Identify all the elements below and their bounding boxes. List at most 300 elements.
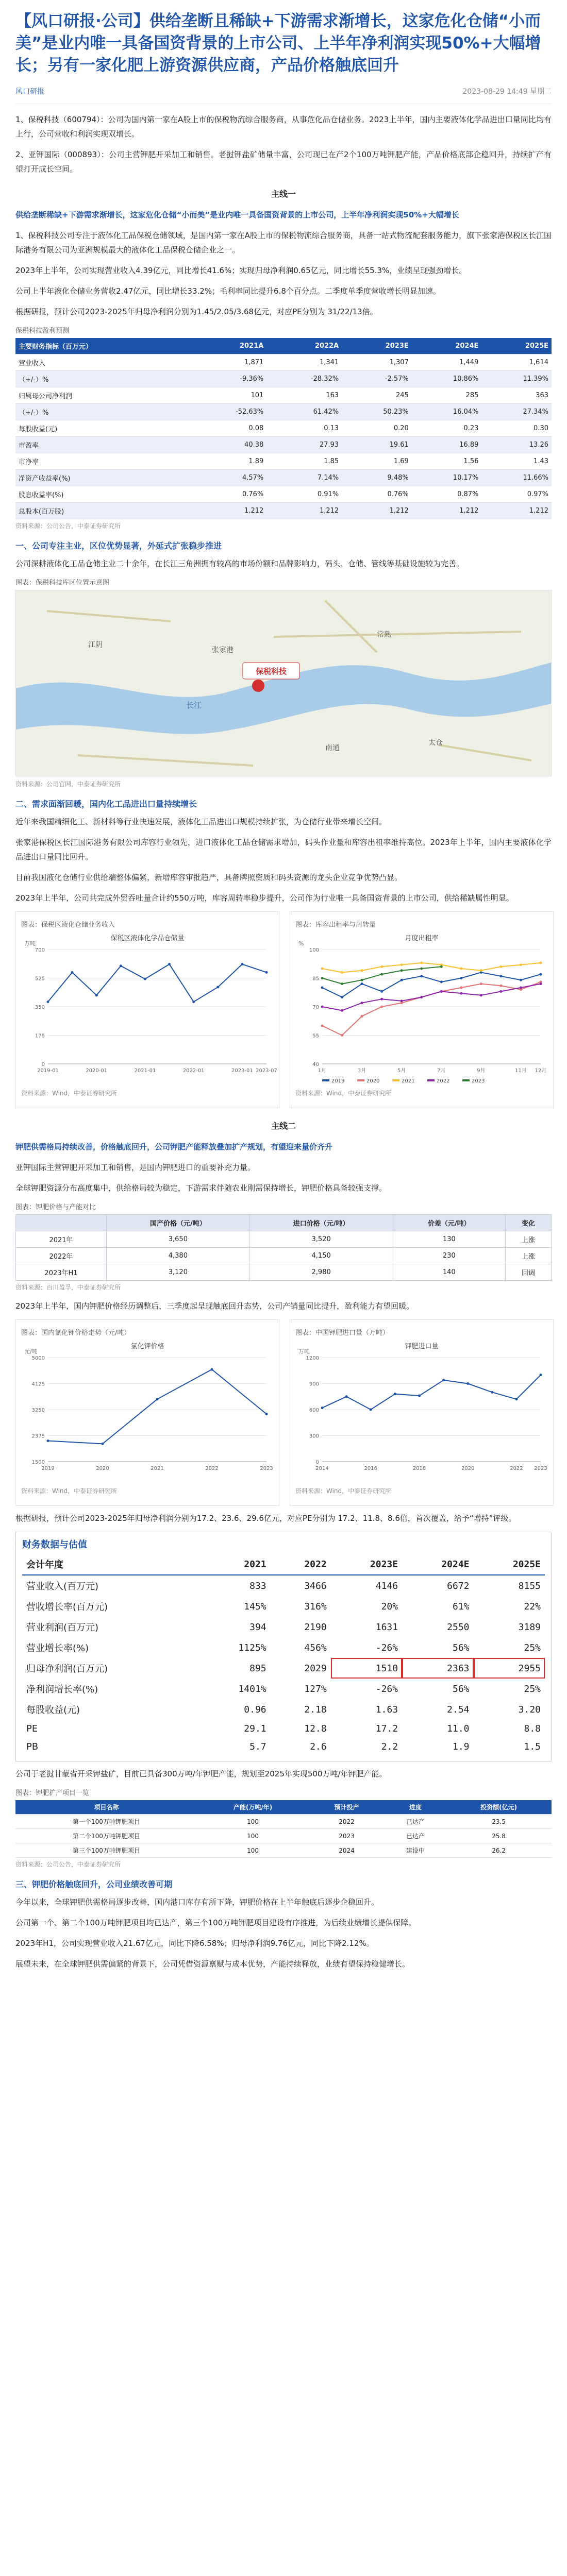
- table-cell: 3,520: [249, 1231, 393, 1248]
- column-header: 2022: [271, 1554, 331, 1575]
- table-cell: 股息收益率(%): [15, 486, 191, 503]
- y-tick-label: 700: [35, 947, 45, 953]
- data-point: [520, 987, 522, 989]
- table-cell: 1,212: [342, 503, 412, 519]
- table-cell: 895: [249, 1663, 266, 1674]
- y-tick-label: 5000: [31, 1355, 45, 1361]
- y-tick-label: 40: [312, 1062, 319, 1067]
- data-point: [156, 1398, 159, 1400]
- x-tick-label: 2021: [151, 1466, 164, 1471]
- charts-row-1: [15, 911, 552, 1108]
- table-row: [22, 1617, 545, 1637]
- table-cell: 2.18: [304, 1704, 327, 1715]
- para-company: 公司深耕液体化工品仓储主业二十余年，在长江三角洲拥有较高的市场份额和品牌影响力，码头、仓储、管线等基础设施较为完善。: [15, 559, 464, 568]
- data-point: [47, 1439, 49, 1442]
- table-cell: 26.2: [446, 1843, 552, 1858]
- table-row: [16, 1231, 552, 1248]
- table-cell: 1,341: [266, 354, 342, 371]
- table-cell: 0.76%: [191, 486, 266, 503]
- table-cell: 9.48%: [342, 470, 412, 486]
- location-pin-icon: [252, 680, 264, 692]
- table-cell: 5.7: [249, 1741, 266, 1752]
- data-point: [520, 963, 522, 966]
- series-line: [48, 1369, 266, 1444]
- article-source[interactable]: 风口研报: [15, 88, 44, 96]
- table-cell: 23.5: [446, 1815, 552, 1829]
- data-point: [216, 986, 219, 988]
- x-tick-label: 2023-07: [256, 1068, 277, 1074]
- y-tick-label: 600: [309, 1408, 319, 1413]
- data-point: [420, 996, 423, 998]
- data-point: [401, 963, 403, 966]
- data-point: [102, 1443, 104, 1445]
- table-cell: 2023年H1: [16, 1264, 107, 1281]
- table-cell: 0.91%: [266, 486, 342, 503]
- para-demand-2: 张家港保税区长江国际港务有限公司库容行业领先，进口液体化工品仓储需求增加，码头作业量和库容出租率维持高位。2023年上半年，国内主要液体化学品进出口量同比回升。: [15, 838, 552, 861]
- table-cell: 7.14%: [266, 470, 342, 486]
- table-cell: 13.26: [481, 437, 552, 453]
- column-header: 变化: [505, 1215, 551, 1231]
- table-row: [15, 1815, 552, 1829]
- data-point: [380, 1006, 383, 1008]
- table-cell: 2023: [308, 1829, 385, 1843]
- table-cell: 316%: [304, 1601, 327, 1612]
- chart-1-caption: 图表：保税区液化仓储业务收入: [21, 921, 115, 929]
- section-1-headline: 供给垄断稀缺+下游需求渐增长，这家危化仓储“小而美”是业内唯一具备国资背景的上市公司，上半年净利润实现50%+大幅增长: [15, 210, 459, 219]
- y-tick-label: 525: [35, 976, 45, 982]
- section-1-para-1: 1、保税科技公司专注于液体化工品保税仓储领域，是国内第一家在A股上市的保税物流综合服务商，具备一站式物流配套服务能力，旗下张家港保税区长江国际港务有限公司为亚洲规模最大的液体化工品保税仓储企业之一。: [15, 231, 552, 255]
- column-header: 进度: [385, 1800, 446, 1815]
- article-meta: [15, 86, 552, 104]
- table-cell: 1.56: [412, 453, 482, 470]
- table-cell: 29.1: [244, 1723, 266, 1734]
- data-point: [168, 963, 171, 965]
- chart-1-note: 资料来源：Wind，中泰证券研究所: [21, 1090, 118, 1097]
- table-cell: 市盈率: [15, 437, 191, 453]
- financial-forecast-table: [15, 338, 552, 519]
- table-cell: 0.20: [342, 420, 412, 437]
- data-point: [440, 990, 443, 993]
- table-cell: 2029: [304, 1663, 327, 1674]
- table-cell: 145%: [244, 1601, 266, 1612]
- table-cell: 101: [191, 387, 266, 404]
- data-point: [380, 965, 383, 968]
- table-cell: 0.13: [266, 420, 342, 437]
- data-point: [361, 1002, 363, 1004]
- column-header: [16, 1215, 107, 1231]
- chart-2-note: 资料来源：Wind，中泰证券研究所: [295, 1090, 392, 1097]
- legend-swatch: [357, 1079, 364, 1081]
- data-point: [401, 999, 403, 1002]
- table-cell: 20%: [381, 1601, 398, 1612]
- table-cell: 1,307: [342, 354, 412, 371]
- table-cell: 3466: [304, 1580, 327, 1591]
- data-point: [480, 994, 482, 996]
- table-cell: 1,212: [266, 503, 342, 519]
- table-cell: 3,650: [106, 1231, 249, 1248]
- table-cell: 1,212: [191, 503, 266, 519]
- data-point: [95, 994, 98, 996]
- data-point: [265, 971, 268, 974]
- chart-3-caption: 图表：国内氯化钾价格走势（元/吨）: [21, 1329, 131, 1337]
- x-tick-label: 11月: [515, 1068, 527, 1074]
- para-outlook-4: 展望未来，在全球钾肥供需偏紧的背景下，公司凭借资源禀赋与成本优势，产能持续释放，业绩有望保持稳健增长。: [15, 1959, 410, 1969]
- table-row: [22, 1575, 545, 1596]
- column-header: 价差（元/吨）: [393, 1215, 505, 1231]
- table-cell: 40.38: [191, 437, 266, 453]
- column-header: 预计投产: [308, 1800, 385, 1815]
- table-row: [22, 1596, 545, 1617]
- table-cell: （+/-）%: [15, 371, 191, 387]
- data-point: [341, 1009, 343, 1012]
- chart-1-box: [15, 911, 279, 1108]
- x-tick-label: 2020: [96, 1466, 109, 1471]
- column-header: 2023E: [331, 1554, 402, 1575]
- table-header-row: [15, 338, 552, 354]
- table-cell: 0.97%: [481, 486, 552, 503]
- y-tick-label: 85: [312, 976, 319, 982]
- y-axis-label: 元/吨: [24, 1348, 38, 1355]
- table-cell: 每股收益(元): [26, 1705, 80, 1716]
- table-cell: 11.39%: [481, 371, 552, 387]
- map-label-place-3: 常熟: [377, 631, 391, 639]
- data-point: [540, 973, 542, 976]
- data-point: [442, 1379, 445, 1381]
- table-cell: 19.61: [342, 437, 412, 453]
- data-point: [120, 964, 122, 967]
- table-cell: 17.2: [375, 1723, 398, 1734]
- table-cell: 营收增长率(百万元): [26, 1602, 108, 1613]
- data-point: [361, 969, 363, 972]
- table-cell: 56%: [453, 1642, 470, 1653]
- table-cell: 8.8: [524, 1723, 541, 1734]
- table-cell: -9.36%: [191, 371, 266, 387]
- legend-label: 2020: [366, 1078, 380, 1084]
- table-cell: -28.32%: [266, 371, 342, 387]
- data-point: [540, 982, 542, 985]
- table-cell: 833: [249, 1580, 266, 1591]
- data-point: [460, 977, 462, 979]
- data-point: [71, 971, 74, 974]
- data-point: [460, 987, 462, 989]
- project-table-note: 资料来源：公司公告，中泰证券研究所: [15, 1861, 121, 1868]
- table-cell: 3.20: [518, 1704, 541, 1715]
- table-row: [15, 371, 552, 387]
- map-caption: 图表：保税科技库区位置示意图: [15, 579, 110, 587]
- chart-title: 钾肥进口量: [405, 1343, 439, 1350]
- table-cell: 总股本(百万股): [15, 503, 191, 519]
- table-cell: 已达产: [385, 1829, 446, 1843]
- data-point: [341, 996, 343, 998]
- para-demand-1: 近年来我国精细化工、新材料等行业快速发展，液体化工品进出口规模持续扩张，为仓储行业带来增长空间。: [15, 817, 387, 826]
- table-cell: 营业利润(百万元): [26, 1622, 99, 1633]
- table-cell: 净利润增长率(%): [26, 1684, 98, 1695]
- x-tick-label: 2018: [412, 1466, 426, 1471]
- table-row: [15, 1829, 552, 1843]
- table-cell: 140: [393, 1264, 505, 1281]
- table-row: [15, 354, 552, 371]
- y-tick-label: 1500: [31, 1460, 45, 1465]
- table-cell: 61.42%: [266, 404, 342, 420]
- data-point: [361, 982, 363, 985]
- table-cell: 10.86%: [412, 371, 482, 387]
- x-tick-label: 5月: [397, 1068, 406, 1074]
- table-row: [15, 503, 552, 519]
- para-demand-3: 目前我国液化仓储行业供给端整体偏紧，新增库容审批趋严，具备牌照资质和码头资源的龙头企业竞争优势凸显。: [15, 873, 403, 882]
- column-header: 国产价格（元/吨）: [106, 1215, 249, 1231]
- table-cell: 245: [342, 387, 412, 404]
- x-tick-label: 7月: [437, 1068, 446, 1074]
- data-point: [211, 1368, 213, 1371]
- para-price-1: 2023年上半年，国内钾肥价格经历调整后，三季度起呈现触底回升态势，公司产销量同比提升，盈利能力有望回暖。: [15, 1301, 414, 1311]
- legend-label: 2022: [437, 1078, 450, 1084]
- data-point: [460, 968, 462, 970]
- data-point: [480, 969, 482, 972]
- table-cell: 1.85: [266, 453, 342, 470]
- x-tick-label: 2019-01: [37, 1068, 59, 1074]
- table-cell: 10.17%: [412, 470, 482, 486]
- chart-4-box: [290, 1319, 554, 1506]
- data-point: [499, 990, 502, 993]
- table-cell: 2,980: [249, 1264, 393, 1281]
- table-row: [22, 1637, 545, 1658]
- valuation-table-box: [15, 1532, 552, 1761]
- y-tick-label: 350: [35, 1005, 45, 1010]
- column-header: 项目名称: [15, 1800, 197, 1815]
- data-point: [418, 1395, 421, 1397]
- x-tick-label: 2016: [364, 1466, 377, 1471]
- y-tick-label: 4125: [31, 1381, 45, 1387]
- table-cell: 每股收益(元): [15, 420, 191, 437]
- table-cell: 建设中: [385, 1843, 446, 1858]
- table-cell: 100: [197, 1843, 309, 1858]
- data-point: [361, 979, 363, 981]
- y-axis-label: %: [298, 940, 304, 947]
- y-tick-label: 55: [312, 1033, 319, 1039]
- table-cell: 12.8: [304, 1723, 327, 1734]
- data-point: [192, 1001, 195, 1003]
- table-cell: 0.87%: [412, 486, 482, 503]
- section-1-para-3: 公司上半年液化仓储业务营收2.47亿元，同比增长33.2%；毛利率同比提升6.8个百分点。二季度单季度营收增长明显加速。: [15, 286, 441, 296]
- chart-4-caption: 图表：中国钾肥进口量（万吨）: [295, 1329, 390, 1337]
- table-cell: 2955: [474, 1658, 545, 1679]
- data-point: [420, 975, 423, 977]
- table-cell: 2022年: [16, 1248, 107, 1264]
- table-cell: 56%: [453, 1683, 470, 1694]
- chart-2-box: [290, 911, 554, 1108]
- table-row: [22, 1679, 545, 1699]
- table-cell: 285: [412, 387, 482, 404]
- x-tick-label: 9月: [477, 1068, 486, 1074]
- table-row: [15, 437, 552, 453]
- table-cell: 6672: [447, 1580, 470, 1591]
- table-cell: 163: [266, 387, 342, 404]
- data-point: [341, 971, 343, 974]
- chart-title: 保税区液体化学品仓储量: [110, 935, 185, 942]
- table-cell: 25%: [524, 1683, 541, 1694]
- price-table: [15, 1214, 552, 1281]
- table-cell: （+/-）%: [15, 404, 191, 420]
- data-point: [144, 978, 146, 980]
- table-cell: 2.54: [447, 1704, 470, 1715]
- legend-swatch: [427, 1079, 435, 1081]
- data-point: [440, 965, 443, 968]
- column-header: 2023E: [342, 338, 412, 354]
- fin-table-note: 资料来源：公司公告，中泰证券研究所: [15, 522, 121, 530]
- table-cell: 0.96: [244, 1704, 266, 1715]
- data-point: [370, 1409, 372, 1411]
- section-title-1: 主线一: [271, 189, 296, 199]
- table-cell: 1125%: [238, 1642, 266, 1653]
- data-point: [321, 977, 324, 979]
- x-tick-label: 2020-01: [86, 1068, 108, 1074]
- y-tick-label: 175: [35, 1033, 45, 1039]
- data-point: [341, 1034, 343, 1037]
- map-label-company: 保税科技: [255, 667, 287, 676]
- para-forecast: 根据研报，预计公司2023-2025年归母净利润分别为17.2、23.6、29.6亿元，对应PE分别为 17.2、11.8、8.6倍，首次覆盖，给予“增持”评级。: [15, 1514, 516, 1523]
- x-tick-label: 2022: [510, 1466, 523, 1471]
- table-row: [22, 1720, 545, 1738]
- table-cell: -52.63%: [191, 404, 266, 420]
- data-point: [499, 985, 502, 987]
- map-note: 资料来源：公司官网，中泰证券研究所: [15, 781, 121, 788]
- y-axis-label: 万吨: [298, 1348, 310, 1355]
- data-point: [499, 965, 502, 968]
- data-point: [466, 1382, 469, 1385]
- table-cell: 8155: [518, 1580, 541, 1591]
- data-point: [380, 973, 383, 976]
- table-cell: 营业增长率(%): [26, 1643, 89, 1654]
- map-label-place-5: 江阴: [88, 641, 103, 649]
- table-cell: -2.57%: [342, 371, 412, 387]
- table-row: [16, 1248, 552, 1264]
- x-tick-label: 2022: [205, 1466, 219, 1471]
- table-cell: 1.5: [524, 1741, 541, 1752]
- map-label-river: 长江: [186, 701, 202, 710]
- series-line: [322, 972, 541, 997]
- table-cell: 50.23%: [342, 404, 412, 420]
- legend-swatch: [322, 1079, 329, 1081]
- section-2-headline: 钾肥供需格局持续改善，价格触底回升，公司钾肥产能释放叠加扩产规划，有望迎来量价齐升: [15, 1142, 333, 1151]
- column-header: 进口价格（元/吨）: [249, 1215, 393, 1231]
- table-cell: 1510: [331, 1658, 402, 1679]
- table-cell: 456%: [304, 1642, 327, 1653]
- chart-3-note: 资料来源：Wind，中泰证券研究所: [21, 1487, 118, 1495]
- chart-1: [21, 932, 277, 1087]
- data-point: [440, 980, 443, 983]
- valuation-table: [22, 1554, 545, 1756]
- article-body: [15, 0, 552, 1971]
- map-canvas: [16, 590, 551, 775]
- table-cell: 1.43: [481, 453, 552, 470]
- table-row: [22, 1658, 545, 1679]
- location-map: [15, 590, 552, 776]
- table-cell: 11.0: [447, 1723, 470, 1734]
- data-point: [321, 968, 324, 970]
- column-header: 2021: [199, 1554, 270, 1575]
- table-cell: 3189: [518, 1621, 541, 1633]
- map-label-place-4: 南通: [325, 744, 340, 752]
- subheading-2: 二、需求面渐回暖，国内化工品进出口量持续增长: [15, 799, 197, 809]
- y-tick-label: 70: [312, 1005, 319, 1010]
- table-cell: 1,449: [412, 354, 482, 371]
- y-tick-label: 2375: [31, 1433, 45, 1439]
- table-row: [15, 486, 552, 503]
- data-point: [241, 963, 243, 965]
- table-cell: 4146: [375, 1580, 398, 1591]
- charts-row-2: [15, 1319, 552, 1506]
- data-point: [321, 1006, 324, 1008]
- table-cell: 2190: [304, 1621, 327, 1633]
- table-cell: 22%: [524, 1601, 541, 1612]
- table-row: [15, 453, 552, 470]
- table-row: [22, 1699, 545, 1720]
- project-table: [15, 1800, 552, 1858]
- column-header: 2024E: [412, 338, 482, 354]
- table-cell: 25%: [524, 1642, 541, 1653]
- table-row: [22, 1738, 545, 1756]
- para-outlook-2: 公司第一个、第二个100万吨钾肥项目均已达产，第三个100万吨钾肥项目建设有序推进，为后续业绩增长提供保障。: [15, 1918, 416, 1927]
- data-point: [420, 961, 423, 964]
- y-axis-label: 万吨: [24, 940, 36, 947]
- column-header: 2025E: [474, 1554, 545, 1575]
- y-tick-label: 100: [309, 947, 319, 953]
- y-tick-label: 300: [309, 1433, 319, 1439]
- table-cell: 0.08: [191, 420, 266, 437]
- x-tick-label: 2023: [534, 1466, 547, 1471]
- data-point: [47, 1001, 49, 1003]
- table-cell: 归母净利润(百万元): [26, 1664, 108, 1674]
- table-cell: 27.34%: [481, 404, 552, 420]
- map-label-place-1: 张家港: [212, 646, 234, 654]
- table-header-row: [16, 1215, 552, 1231]
- y-tick-label: 0: [41, 1062, 45, 1067]
- data-point: [515, 1398, 518, 1400]
- section-2-para-1: 亚钾国际主营钾肥开采加工和销售，是国内钾肥进口的重要补充力量。: [15, 1163, 256, 1172]
- section-title-2: 主线二: [271, 1121, 296, 1131]
- para-capacity: 公司于老挝甘蒙省开采钾盐矿，目前已具备300万吨/年钾肥产能，规划至2025年实现500万吨/年钾肥产能。: [15, 1769, 387, 1778]
- data-point: [499, 975, 502, 977]
- data-point: [401, 969, 403, 972]
- table-cell: 230: [393, 1248, 505, 1264]
- legend-swatch: [462, 1079, 470, 1081]
- data-point: [380, 998, 383, 1001]
- table-cell: 100: [197, 1829, 309, 1843]
- x-tick-label: 1月: [318, 1068, 327, 1074]
- data-point: [460, 992, 462, 995]
- chart-3-box: [15, 1319, 279, 1506]
- table-row: [15, 470, 552, 486]
- table-cell: 4,150: [249, 1248, 393, 1264]
- table-cell: 2.2: [381, 1741, 398, 1752]
- data-point: [540, 1374, 542, 1376]
- x-tick-label: 2019: [41, 1466, 55, 1471]
- table-row: [15, 387, 552, 404]
- article-title: 【风口研报·公司】供给垄断且稀缺+下游需求渐增长，这家危化仓储“小而美”是业内唯一具备国资背景的上市公司、上半年净利润实现50%+大幅增长；另有一家化肥上游资源供应商，产品价格触底回升: [15, 12, 541, 75]
- y-tick-label: 1200: [306, 1355, 319, 1361]
- data-point: [540, 961, 542, 964]
- column-header: 会计年度: [22, 1554, 199, 1575]
- table-cell: 1.9: [453, 1741, 470, 1752]
- intro-1: 1、保税科技（600794）：公司为国内第一家在A股上市的保税物流综合服务商，从事危化品仓储业务。2023上半年，国内主要液体化学品进出口量同比均有上行，公司营收和利润实现双增长。: [15, 115, 552, 139]
- table-cell: 16.89: [412, 437, 482, 453]
- table-cell: 营业收入: [15, 354, 191, 371]
- x-tick-label: 2014: [315, 1466, 329, 1471]
- table-cell: 2024: [308, 1843, 385, 1858]
- table-header-row: [15, 1800, 552, 1815]
- table-cell: 2550: [447, 1621, 470, 1633]
- table-cell: 上涨: [505, 1231, 551, 1248]
